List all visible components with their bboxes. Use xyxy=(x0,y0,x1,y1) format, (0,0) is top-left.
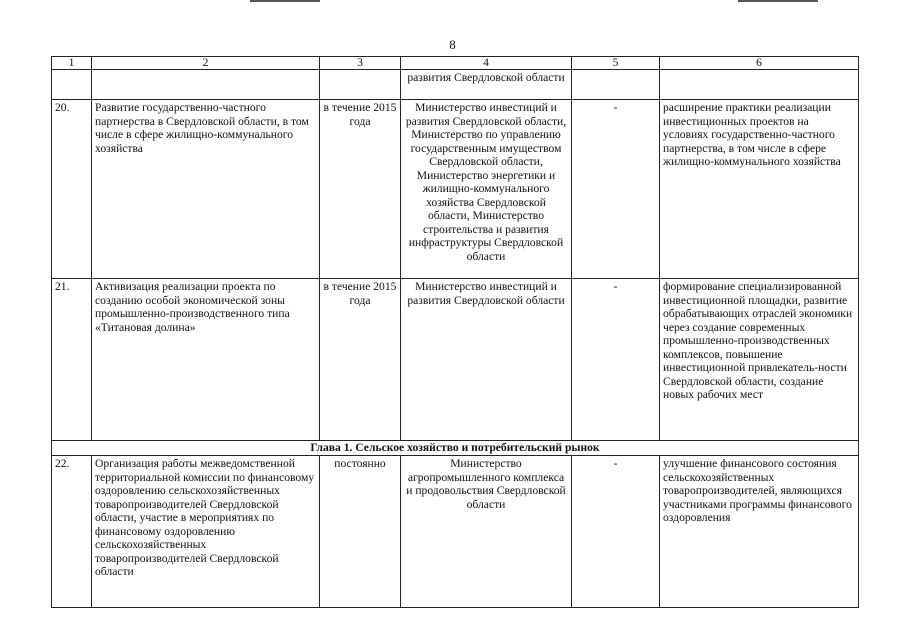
measure-cell: Развитие государственно-частного партнерства в Свердловской области, в том числе в сфере жилищно-коммунального хозяйства xyxy=(92,100,320,279)
measure-cell: Организация работы межведомственной территориальной комиссии по финансовому оздоровлению сельскохозяйственных товаропроизводителей Свердловской области, участие в мероприятиях по финансовому оздоровлению сельскохозяйственных товаропроизводителей Свердловской области xyxy=(92,456,320,608)
measure-cell xyxy=(92,70,320,100)
page-number: 8 xyxy=(449,37,456,52)
row-number-cell: 20. xyxy=(52,100,92,279)
term-cell: в течение 2015 года xyxy=(320,100,401,279)
scan-top-edge-line xyxy=(250,0,320,2)
column-header-2: 2 xyxy=(92,57,320,70)
result-cell: улучшение финансового состояния сельскохозяйственных товаропроизводителей, являющихся участниками программы финансового оздоровления xyxy=(660,456,859,608)
table-row-continuation xyxy=(52,70,859,100)
executor-cell: развития Свердловской области xyxy=(401,70,572,100)
executor-cell: Министерство инвестиций и развития Свердловской области, Министерство по управлению государственным имуществом Свердловской области, Министерство энергетики и жилищно-коммунального хозяйства Свердловской области, Министерство строительства и развития инфраструктуры Свердловской области xyxy=(401,100,572,279)
term-cell: постоянно xyxy=(320,456,401,608)
measures-table xyxy=(51,56,859,608)
column-header-4: 4 xyxy=(401,57,572,70)
column-number-header-row xyxy=(52,57,859,70)
term-cell: в течение 2015 года xyxy=(320,279,401,441)
financing-cell: - xyxy=(572,456,660,608)
column-header-1: 1 xyxy=(52,57,92,70)
row-number-cell: 22. xyxy=(52,456,92,608)
row-number-cell xyxy=(52,70,92,100)
column-header-3: 3 xyxy=(320,57,401,70)
result-cell: расширение практики реализации инвестиционных проектов на условиях государственно-частного партнерства, в том числе в сфере жилищно-коммунального хозяйства xyxy=(660,100,859,279)
measure-cell: Активизация реализации проекта по созданию особой экономической зоны промышленно-производственного типа «Титановая долина» xyxy=(92,279,320,441)
row-number-cell: 21. xyxy=(52,279,92,441)
financing-cell: - xyxy=(572,100,660,279)
chapter-heading-row xyxy=(52,441,859,456)
chapter-title: Глава 1. Сельское хозяйство и потребительский рынок xyxy=(52,441,859,456)
table-row xyxy=(52,279,859,441)
term-cell xyxy=(320,70,401,100)
executor-cell: Министерство инвестиций и развития Свердловской области xyxy=(401,279,572,441)
column-header-5: 5 xyxy=(572,57,660,70)
scan-top-edge-line xyxy=(738,0,818,2)
financing-cell: - xyxy=(572,279,660,441)
result-cell xyxy=(660,70,859,100)
table-row xyxy=(52,100,859,279)
column-header-6: 6 xyxy=(660,57,859,70)
financing-cell xyxy=(572,70,660,100)
table-row xyxy=(52,456,859,608)
executor-cell: Министерство агропромышленного комплекса и продовольствия Свердловской области xyxy=(401,456,572,608)
result-cell: формирование специализированной инвестиционной площадки, развитие обрабатывающих отраслей экономики через создание современных промышленно-производственных комплексов, повышение инвестиционной привлекатель-ности Свердловской области, создание новых рабочих мест xyxy=(660,279,859,441)
